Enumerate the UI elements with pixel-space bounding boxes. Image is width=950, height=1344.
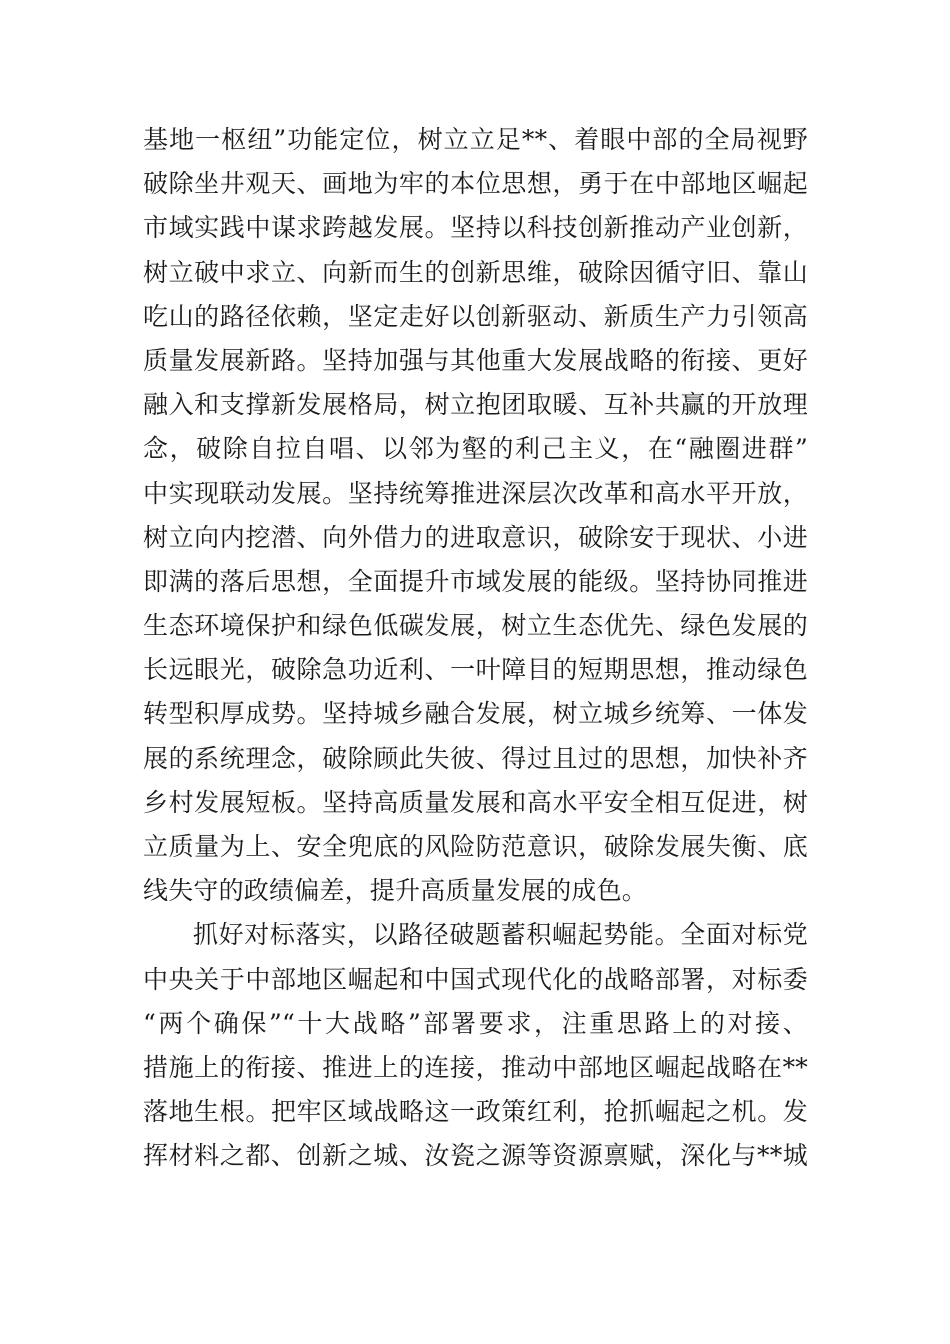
text-line: 树立破中求立、向新而生的创新思维，破除因循守旧、靠山 xyxy=(143,257,808,287)
text-line: 基地一枢纽”功能定位，树立立足**、着眼中部的全局视野 xyxy=(143,125,808,154)
text-line: 措施上的衔接、推进上的连接，推动中部地区崛起战略在** xyxy=(143,1052,808,1082)
text-line: 中央关于中部地区崛起和中国式现代化的战略部署，对标委 xyxy=(143,964,808,994)
text-line: 即满的落后思想，全面提升市域发展的能级。坚持协同推进 xyxy=(143,566,808,596)
text-line: 破除坐井观天、画地为牢的本位思想，勇于在中部地区崛起 xyxy=(143,169,808,199)
text-line: 质量发展新路。坚持加强与其他重大发展战略的衔接、更好 xyxy=(143,345,808,375)
text-line: 立质量为上、安全兜底的风险防范意识，破除发展失衡、底 xyxy=(143,832,808,861)
text-line: 展的系统理念，破除顾此失彼、得过且过的思想，加快补齐 xyxy=(143,743,808,773)
text-line: 转型积厚成势。坚持城乡融合发展，树立城乡统筹、一体发 xyxy=(143,699,808,729)
paragraph-start-line: 抓好对标落实，以路径破题蓄积崛起势能。全面对标党 xyxy=(193,920,808,950)
text-line: 市域实践中谋求跨越发展。坚持以科技创新推动产业创新， xyxy=(143,213,808,243)
text-line: 挥材料之都、创新之城、汝瓷之源等资源禀赋，深化与**城 xyxy=(143,1141,808,1171)
text-line: 乡村发展短板。坚持高质量发展和高水平安全相互促进，树 xyxy=(143,787,808,817)
text-line: 融入和支撑新发展格局，树立抱团取暖、互补共赢的开放理 xyxy=(143,390,808,420)
text-line: “两个确保”“十大战略”部署要求，注重思路上的对接、 xyxy=(143,1008,808,1038)
text-line: 生态环境保护和绿色低碳发展，树立生态优先、绿色发展的 xyxy=(143,611,808,641)
paragraph-end-line: 线失守的政绩偏差，提升高质量发展的成色。 xyxy=(143,876,648,906)
text-line: 中实现联动发展。坚持统筹推进深层次改革和高水平开放， xyxy=(143,478,808,508)
text-line: 落地生根。把牢区域战略这一政策红利，抢抓崛起之机。发 xyxy=(143,1097,808,1127)
body-text xyxy=(143,118,808,1179)
text-line: 吃山的路径依赖，坚定走好以创新驱动、新质生产力引领高 xyxy=(143,301,808,331)
text-line: 念，破除自拉自唱、以邻为壑的利己主义，在“融圈进群” xyxy=(143,434,808,464)
text-line: 长远眼光，破除急功近利、一叶障目的短期思想，推动绿色 xyxy=(143,655,808,685)
text-line: 树立向内挖潜、向外借力的进取意识，破除安于现状、小进 xyxy=(143,522,808,552)
